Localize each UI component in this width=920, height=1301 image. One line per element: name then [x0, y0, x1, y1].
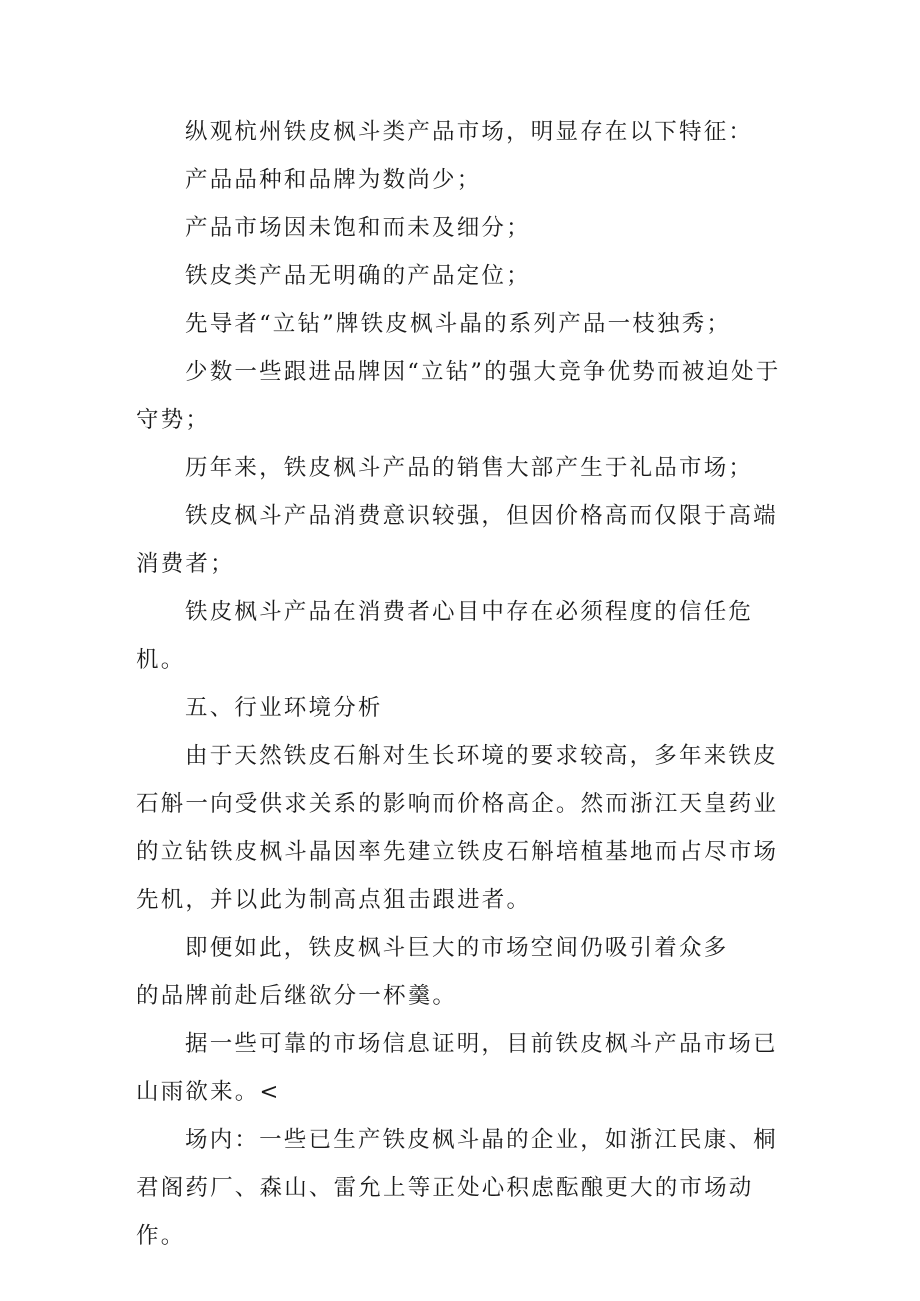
paragraph-high-end-consumers: 铁皮枫斗产品消费意识较强，但因价格高而仅限于高端消费者； [136, 503, 778, 577]
paragraph-no-positioning: 铁皮类产品无明确的产品定位； [185, 263, 531, 289]
paragraph-existing-producers: 场内：一些已生产铁皮枫斗晶的企业，如浙江民康、桐君阁药厂、森山、雷允上等正处心积虑酝酿更大的市场动作。 [136, 1127, 778, 1249]
paragraph-unsegmented-market: 产品市场因未饱和而未及细分； [185, 215, 531, 241]
paragraph-market-information: 据一些可靠的市场信息证明，目前铁皮枫斗产品市场已山雨欲来。< [136, 1031, 778, 1105]
paragraph-followers-defensive: 少数一些跟进品牌因“立钻”的强大竞争优势而被迫处于守势； [136, 359, 781, 433]
paragraph-market-space: 即便如此，铁皮枫斗巨大的市场空间仍吸引着众多的品牌前赴后继欲分一杯羹。 [136, 935, 729, 1009]
paragraph-trust-crisis: 铁皮枫斗产品在消费者心目中存在必须程度的信任危机。 [136, 599, 754, 673]
paragraph-industry-environment: 由于天然铁皮石斛对生长环境的要求较高，多年来铁皮石斛一向受供求关系的影响而价格高企。然而浙江天皇药业的立钻铁皮枫斗晶因率先建立铁皮石斛培植基地而占尽市场先机，并以此为制高点狙击跟进者。 [136, 743, 779, 913]
paragraph-leader-brand: 先导者“立钻”牌铁皮枫斗晶的系列产品一枝独秀； [185, 311, 732, 337]
paragraph-market-features-intro: 纵观杭州铁皮枫斗类产品市场，明显存在以下特征： [185, 119, 754, 145]
paragraph-gift-market: 历年来，铁皮枫斗产品的销售大部产生于礼品市场； [185, 455, 754, 481]
paragraph-few-brands: 产品品种和品牌为数尚少； [185, 167, 482, 193]
section-heading-industry-environment: 五、行业环境分析 [185, 695, 383, 721]
document-body [136, 108, 796, 1260]
